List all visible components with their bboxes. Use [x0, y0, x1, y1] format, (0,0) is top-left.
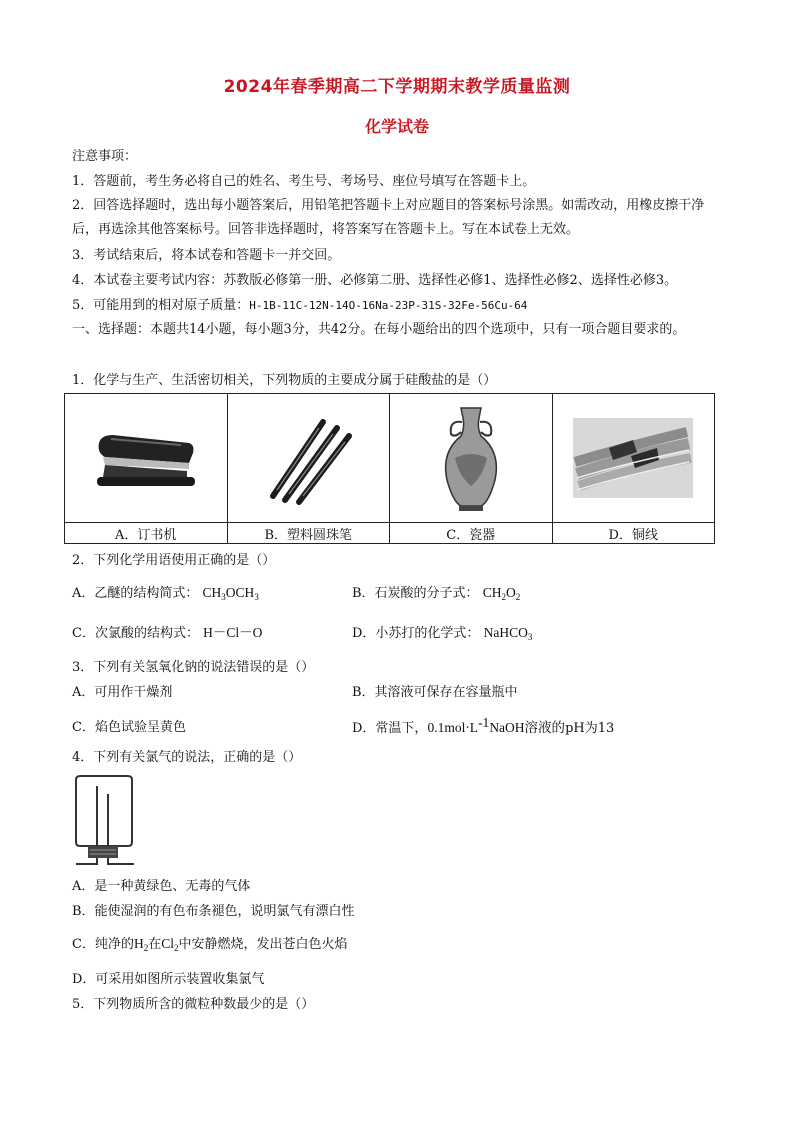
q4-option-d: D．可采用如图所示装置收集氯气 — [72, 972, 265, 987]
q1-option-a-image — [65, 394, 228, 523]
q2-option-c-formula: H－Cl－O — [203, 625, 263, 640]
exam-title: 2024年春季期高二下学期期末教学质量监测 — [223, 77, 571, 97]
q4-option-c-post: 中安静燃烧，发出苍白色火焰 — [178, 937, 348, 952]
copper-wire-image — [573, 418, 693, 498]
note-item-5-label: 5．可能用到的相对原子质量： — [72, 298, 250, 313]
q2-option-d-formula: NaHCO$_3$ — [483, 625, 533, 642]
q2-option-b-formula: $CH_2O_2$ — [482, 585, 521, 602]
q1-option-c-image — [390, 394, 553, 523]
q1-option-d-image — [552, 394, 715, 523]
q4-option-c-pre: C．纯净的 — [72, 937, 134, 952]
q1-option-a-caption: A．订书机 — [65, 523, 228, 544]
q2-option-d-label: D．小苏打的化学式： — [352, 626, 480, 641]
q3-option-d-label: D．常温下， — [352, 721, 428, 736]
q1-option-b-image — [227, 394, 390, 523]
porcelain-vase-image — [431, 402, 511, 514]
q1-stem: 1．化学与生产、生活密切相关，下列物质的主要成分属于硅酸盐的是（） — [72, 373, 497, 388]
exam-subtitle: 化学试卷 — [364, 117, 429, 136]
q3-option-d-concentration: 0.1mol·L — [427, 720, 479, 735]
q5-stem: 5．下列物质所含的微粒种数最少的是（） — [72, 997, 315, 1012]
q2-option-a-formula: $CH_3OCH_3$ — [202, 585, 259, 602]
q4-option-c-cl2: $Cl_2$ — [161, 936, 179, 953]
q3-option-d-solution: NaOH溶液的 — [489, 720, 566, 735]
q2-option-a-label: A．乙醚的结构简式： — [72, 586, 199, 601]
q2-stem: 2．下列化学用语使用正确的是（） — [72, 553, 276, 568]
q3-option-d-exponent: -1 — [478, 715, 490, 730]
note-item-1: 1．答题前，考生务必将自己的姓名、考生号、考场号、座位号填写在答题卡上。 — [72, 174, 536, 189]
section1-heading: 一、选择题：本题共14小题，每小题3分，共42分。在每小题给出的四个选项中，只有一项合题目要求的。 — [72, 322, 686, 337]
q1-image-table — [64, 393, 715, 544]
notes-heading: 注意事项： — [72, 149, 138, 164]
q3-option-d-ph: pH为13 — [565, 721, 615, 736]
atomic-masses: H-1B-11C-12N-14O-16Na-23P-31S-32Fe-56Cu-64 — [249, 299, 528, 312]
q2-option-b-label: B．石炭酸的分子式： — [352, 586, 479, 601]
q4-apparatus — [72, 772, 138, 870]
gas-collection-apparatus-image — [72, 772, 138, 870]
note-item-3: 3．考试结束后，将本试卷和答题卡一并交回。 — [72, 248, 341, 263]
q1-option-b-caption: B．塑料圆珠笔 — [227, 523, 390, 544]
stapler-image — [91, 423, 201, 493]
note-item-5 — [72, 297, 732, 315]
note-item-2: 2．回答选择题时，选出每小题答案后，用铅笔把答题卡上对应题目的答案标号涂黑。如需改动，用橡皮擦干净后，再选涂其他答案标号。回答非选择题时，将答案写在答题卡上。写在本试卷上无效。 — [72, 198, 705, 237]
q4-option-a: A．是一种黄绿色、无毒的气体 — [72, 879, 251, 894]
q2-option-c-label: C．次氯酸的结构式： — [72, 626, 199, 641]
q4-option-c — [72, 935, 732, 954]
q2-option-d — [352, 624, 532, 643]
q1-option-c-caption: C．瓷器 — [390, 523, 553, 544]
q3-option-b: B．其溶液可保存在容量瓶中 — [352, 685, 518, 700]
q4-stem: 4．下列有关氯气的说法，正确的是（） — [72, 750, 302, 765]
q2-option-b — [352, 584, 520, 603]
q1-option-d-caption: D．铜线 — [552, 523, 715, 544]
note-item-4: 4．本试卷主要考试内容：苏教版必修第一册、必修第二册、选择性必修1、选择性必修2、选择性必修3。 — [72, 273, 678, 288]
q2-option-a — [72, 584, 259, 603]
q2-option-c — [72, 624, 262, 643]
q3-option-a: A．可用作干燥剂 — [72, 685, 173, 700]
q4-option-c-h2: $H_2$ — [133, 936, 149, 953]
q3-option-c: C．焰色试验呈黄色 — [72, 720, 186, 735]
ballpoint-pens-image — [253, 408, 363, 508]
q3-stem: 3．下列有关氢氧化钠的说法错误的是（） — [72, 660, 315, 675]
q4-option-b: B．能使湿润的有色布条褪色，说明氯气有漂白性 — [72, 904, 355, 919]
q3-option-d — [352, 715, 615, 738]
q4-option-c-mid: 在 — [148, 937, 162, 952]
